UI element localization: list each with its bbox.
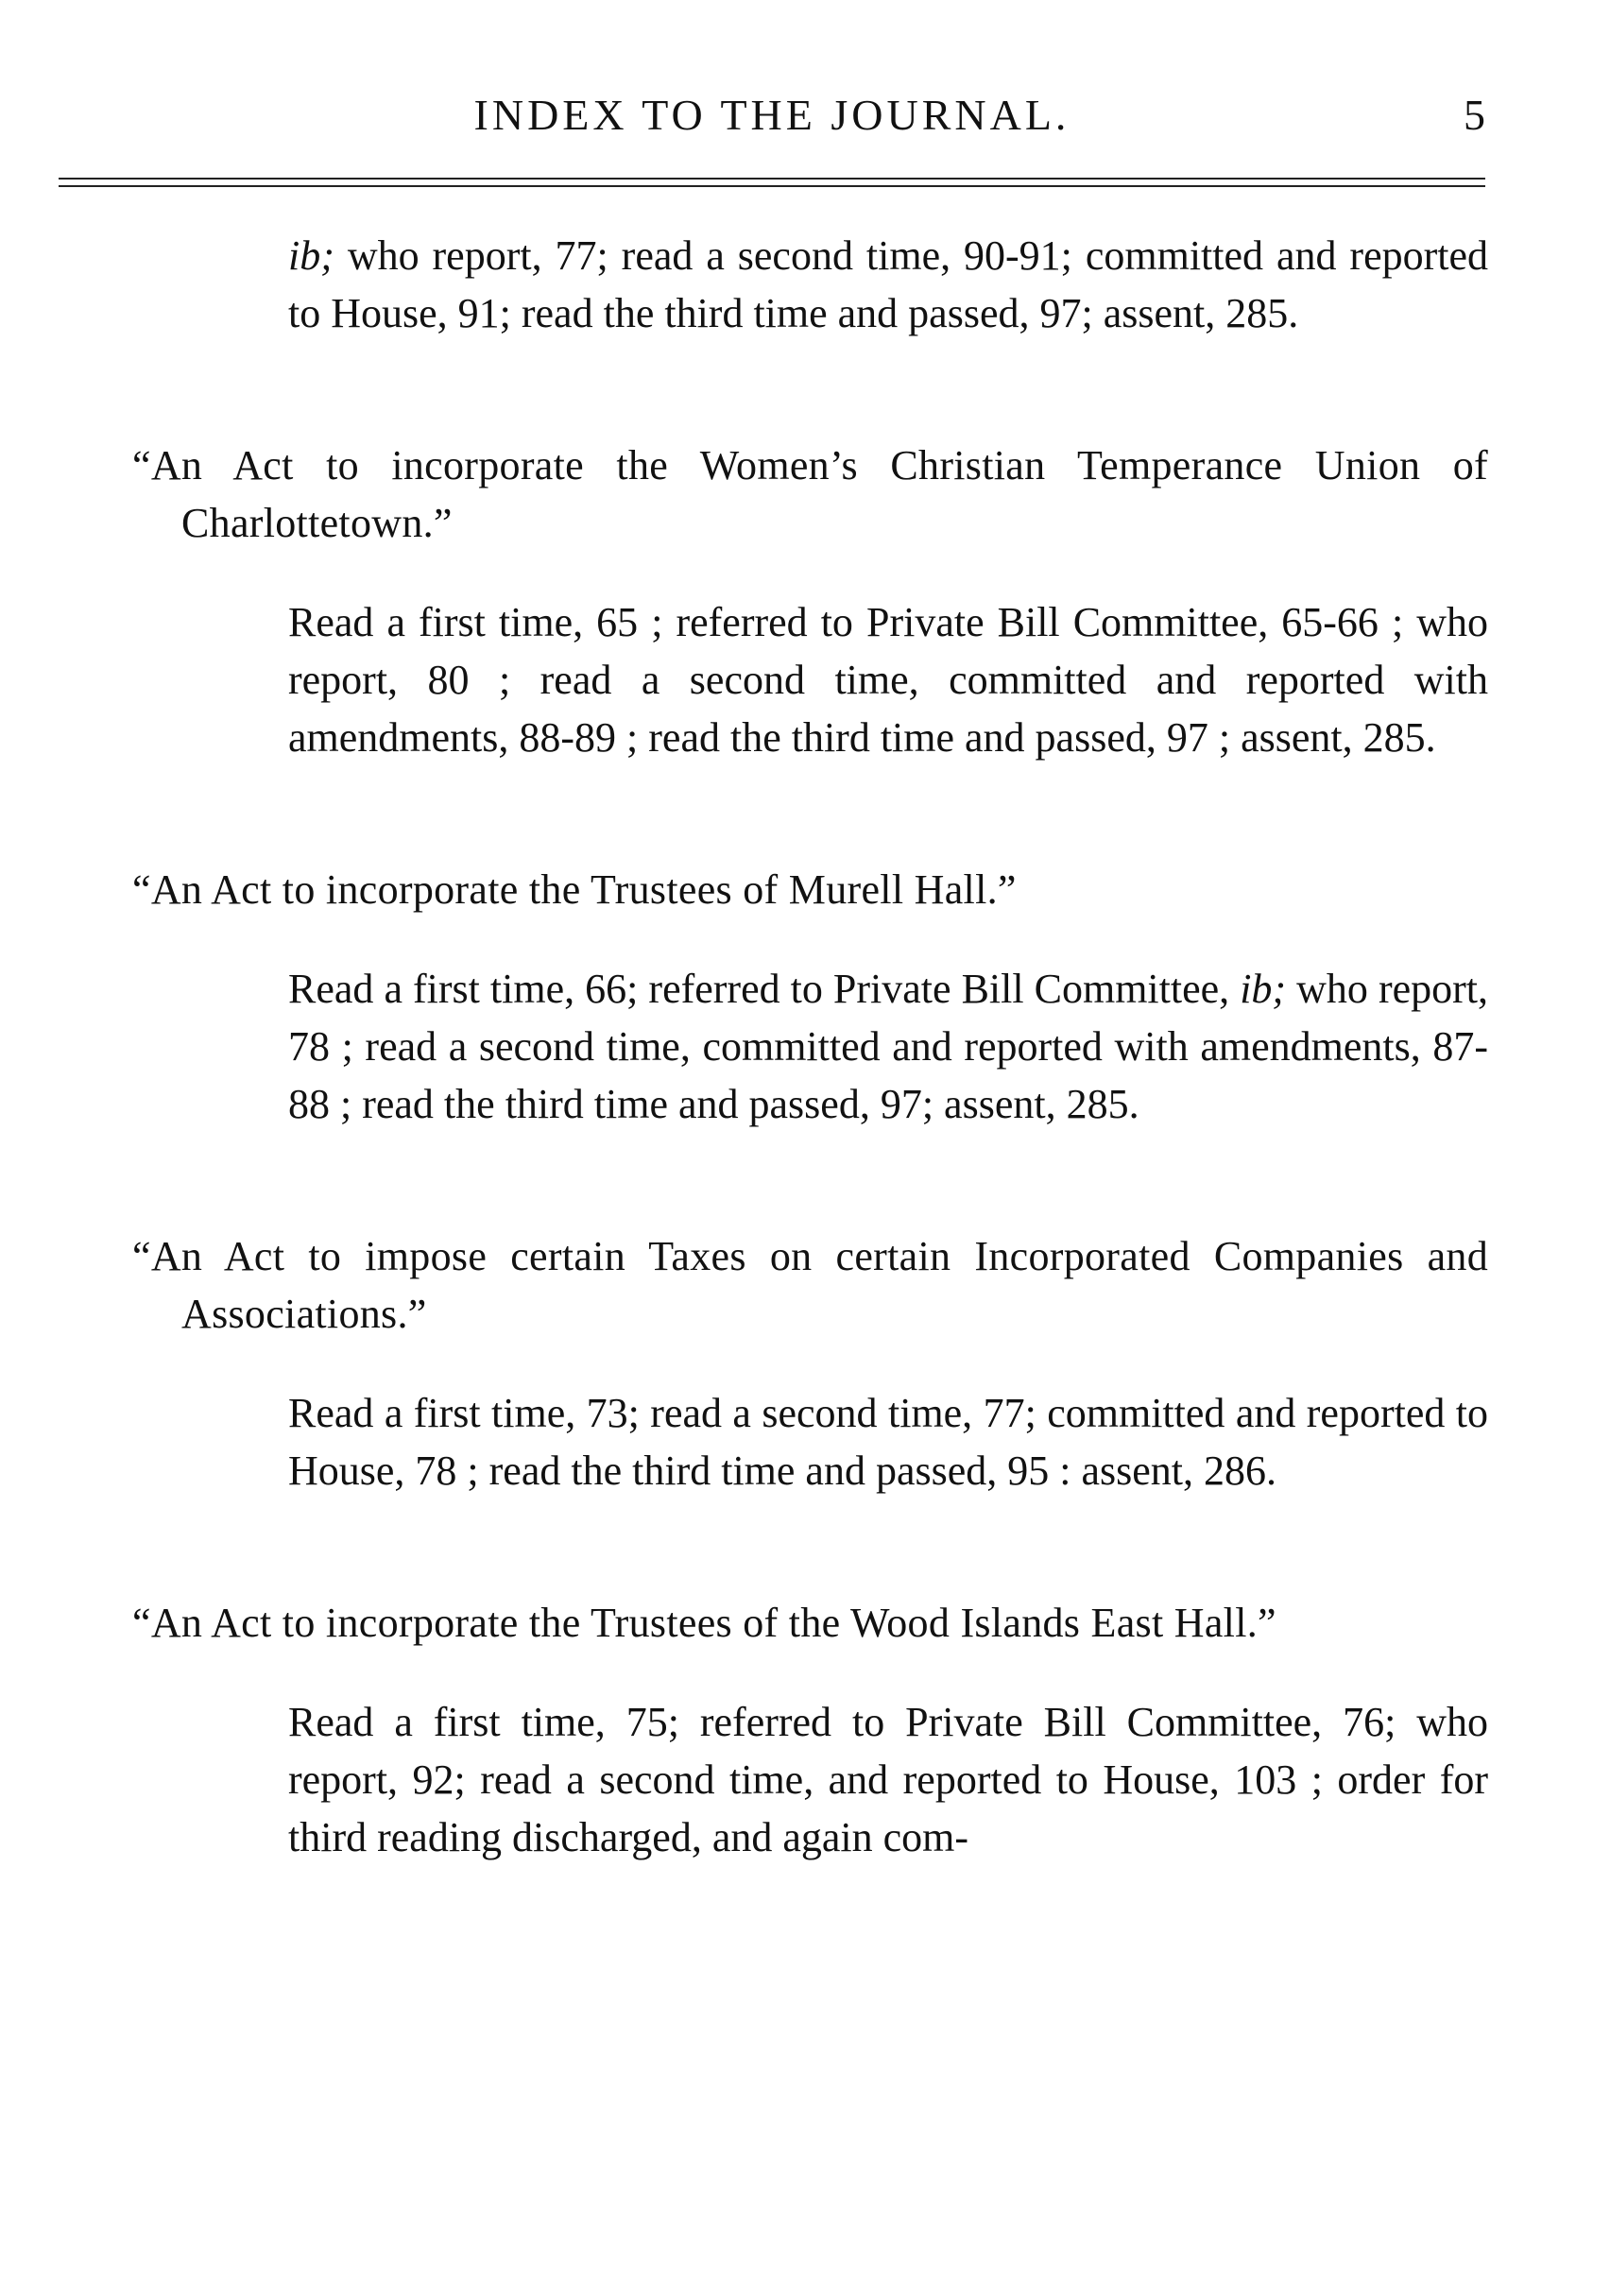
entry-title-murell-hall: “An Act to incorporate the Trustees of Murell Hall.” bbox=[132, 866, 1017, 913]
entry-body-murell-hall-part2: who report, 78 ; read a second time, committed and reported with amendments, 87-88 ; read the third time and passed, 97; assent, 285. bbox=[288, 966, 1488, 1127]
index-content bbox=[0, 227, 1610, 1866]
entry-body-taxes: Read a first time, 73; read a second time, 77; committed and reported to House, 78 ; read the third time and passed, 95 : assent, 286. bbox=[288, 1390, 1488, 1494]
entry-body-murell-hall bbox=[288, 960, 1488, 1133]
page-header bbox=[59, 87, 1485, 144]
entry-body-murell-hall-part1: Read a first time, 66; referred to Private Bill Committee, bbox=[288, 966, 1241, 1012]
ibid-abbreviation: ib; bbox=[1240, 966, 1287, 1012]
entry-title-taxes: “An Act to impose certain Taxes on certain Incorporated Companies and Associations.” bbox=[132, 1233, 1488, 1337]
header-rule-bottom bbox=[59, 185, 1485, 187]
entry-body-wctu: Read a first time, 65 ; referred to Private Bill Committee, 65-66 ; who report, 80 ; read a second time, committed and reported with amendments, 88-89 ; read the third time and passed, 97 ; assent, 285. bbox=[288, 599, 1488, 761]
entry-title-wctu: “An Act to incorporate the Women’s Christian Temperance Union of Charlottetown.” bbox=[132, 442, 1488, 546]
ibid-abbreviation: ib; bbox=[288, 232, 334, 279]
running-title: INDEX TO THE JOURNAL. bbox=[473, 91, 1070, 139]
entry-title-wood-islands: “An Act to incorporate the Trustees of the Wood Islands East Hall.” bbox=[132, 1600, 1276, 1646]
page-number: 5 bbox=[1464, 91, 1485, 139]
continued-entry-body: who report, 77; read a second time, 90-91; committed and reported to House, 91; read the third time and passed, 97; assent, 285. bbox=[288, 232, 1488, 336]
entry-body-wood-islands: Read a first time, 75; referred to Private Bill Committee, 76; who report, 92; read a second time, and reported to House, 103 ; order for third reading discharged, and again com- bbox=[288, 1699, 1488, 1860]
continued-entry-text bbox=[288, 227, 1488, 342]
header-rule-top bbox=[59, 178, 1485, 180]
